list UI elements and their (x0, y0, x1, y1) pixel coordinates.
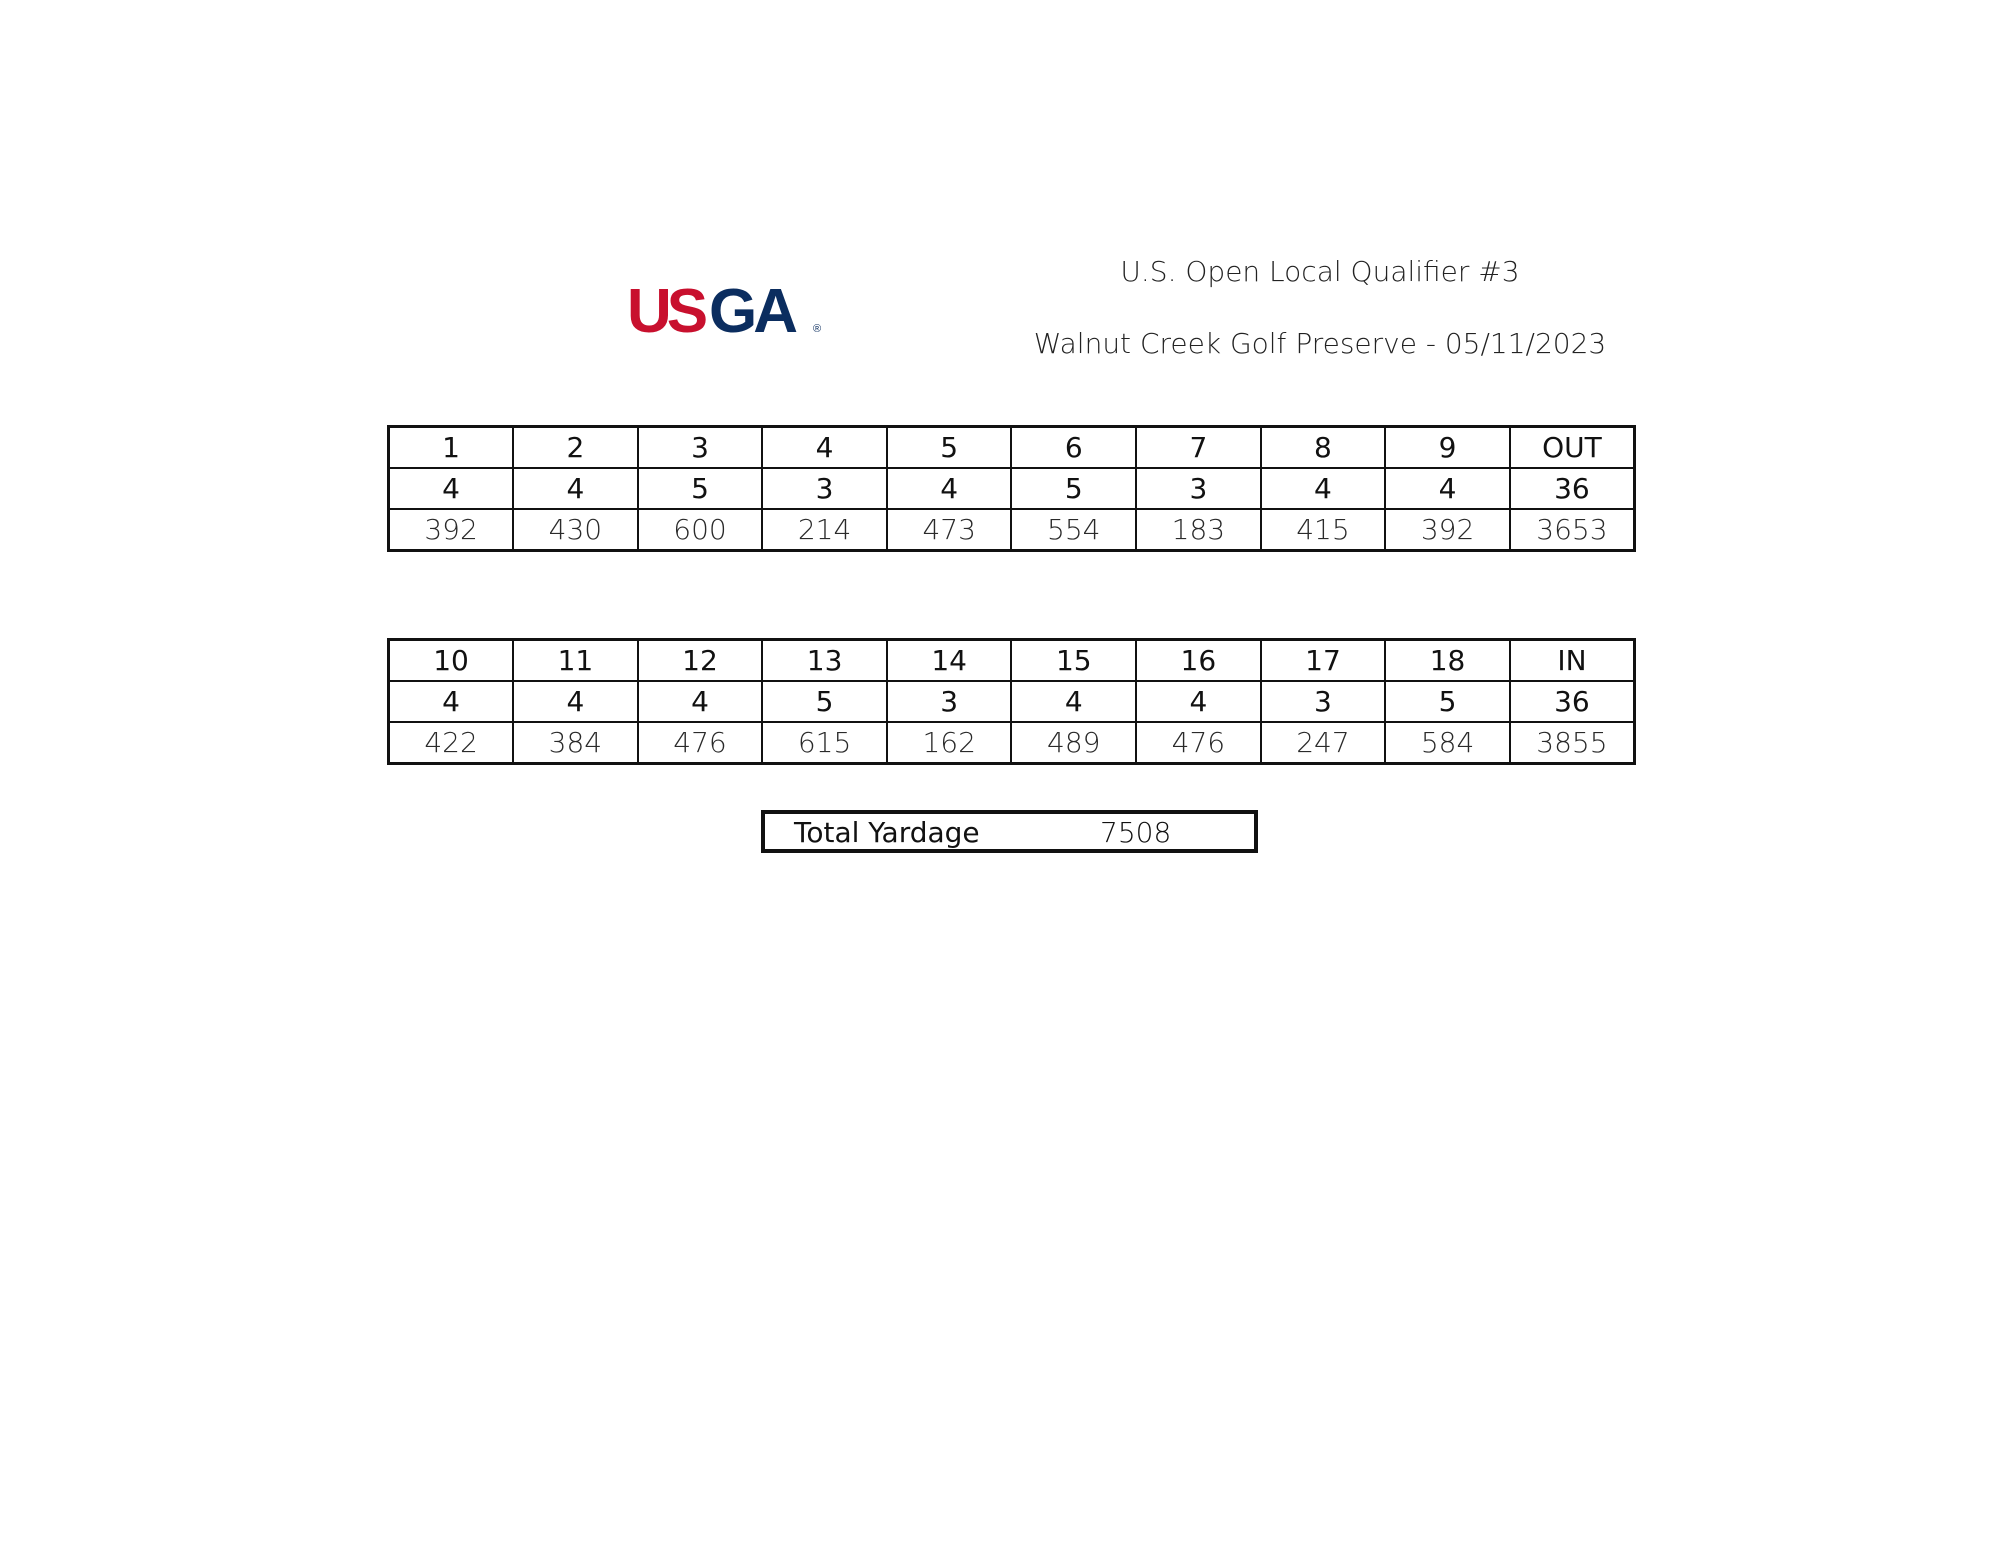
hole-cell: 18 (1385, 640, 1510, 682)
venue-date: Walnut Creek Golf Preserve - 05/11/2023 (1033, 327, 1607, 360)
hole-cell: 9 (1385, 427, 1510, 469)
par-cell: 3 (762, 468, 887, 509)
par-cell: 4 (389, 468, 514, 509)
par-cell: 4 (513, 468, 638, 509)
hole-cell: 14 (887, 640, 1012, 682)
hole-cell: 1 (389, 427, 514, 469)
hole-cell: 6 (1011, 427, 1136, 469)
usga-logo-ga: GA (709, 278, 794, 340)
hole-cell: 17 (1261, 640, 1386, 682)
hole-cell: 12 (638, 640, 763, 682)
par-row (389, 468, 1635, 509)
par-cell: 4 (1385, 468, 1510, 509)
par-cell: 3 (1261, 681, 1386, 722)
par-cell: 4 (638, 681, 763, 722)
par-cell: 5 (638, 468, 763, 509)
yardage-cell: 600 (638, 509, 763, 551)
total-yardage-box (761, 810, 1258, 853)
back-nine-table (387, 638, 1636, 765)
usga-logo-mark (627, 278, 827, 340)
out-yardage-cell: 3653 (1510, 509, 1635, 551)
yardage-cell: 422 (389, 722, 514, 764)
yardage-cell: 183 (1136, 509, 1261, 551)
par-cell: 4 (887, 468, 1012, 509)
hole-cell: 10 (389, 640, 514, 682)
par-cell: 5 (1385, 681, 1510, 722)
par-row (389, 681, 1635, 722)
hole-number-row (389, 427, 1635, 469)
yardage-cell: 554 (1011, 509, 1136, 551)
hole-cell: 2 (513, 427, 638, 469)
yardage-cell: 615 (762, 722, 887, 764)
hole-cell: 4 (762, 427, 887, 469)
hole-cell: 3 (638, 427, 763, 469)
hole-cell: 16 (1136, 640, 1261, 682)
usga-logo-us: US (627, 278, 704, 340)
total-yardage-label: Total Yardage (794, 816, 980, 849)
yardage-cell: 584 (1385, 722, 1510, 764)
par-cell: 3 (887, 681, 1012, 722)
in-yardage-cell: 3855 (1510, 722, 1635, 764)
hole-cell: 13 (762, 640, 887, 682)
hole-cell: 8 (1261, 427, 1386, 469)
in-header-cell: IN (1510, 640, 1635, 682)
yardage-cell: 392 (1385, 509, 1510, 551)
par-cell: 4 (1136, 681, 1261, 722)
par-cell: 4 (1011, 681, 1136, 722)
par-cell: 5 (1011, 468, 1136, 509)
total-yardage-value: 7508 (1100, 816, 1172, 849)
yardage-cell: 392 (389, 509, 514, 551)
yardage-cell: 489 (1011, 722, 1136, 764)
par-cell: 5 (762, 681, 887, 722)
par-cell: 3 (1136, 468, 1261, 509)
yardage-row (389, 509, 1635, 551)
hole-number-row (389, 640, 1635, 682)
usga-logo (627, 278, 827, 340)
yardage-row (389, 722, 1635, 764)
out-header-cell: OUT (1510, 427, 1635, 469)
out-par-cell: 36 (1510, 468, 1635, 509)
event-title: U.S. Open Local Qualifier #3 (1120, 255, 1520, 288)
front-nine-table (387, 425, 1636, 552)
par-cell: 4 (389, 681, 514, 722)
par-cell: 4 (1261, 468, 1386, 509)
yardage-cell: 476 (638, 722, 763, 764)
registered-mark: ® (813, 323, 822, 335)
yardage-cell: 476 (1136, 722, 1261, 764)
yardage-cell: 384 (513, 722, 638, 764)
yardage-cell: 247 (1261, 722, 1386, 764)
par-cell: 4 (513, 681, 638, 722)
yardage-cell: 473 (887, 509, 1012, 551)
hole-cell: 5 (887, 427, 1012, 469)
yardage-cell: 162 (887, 722, 1012, 764)
hole-cell: 15 (1011, 640, 1136, 682)
yardage-cell: 430 (513, 509, 638, 551)
yardage-cell: 214 (762, 509, 887, 551)
in-par-cell: 36 (1510, 681, 1635, 722)
hole-cell: 11 (513, 640, 638, 682)
yardage-cell: 415 (1261, 509, 1386, 551)
hole-cell: 7 (1136, 427, 1261, 469)
